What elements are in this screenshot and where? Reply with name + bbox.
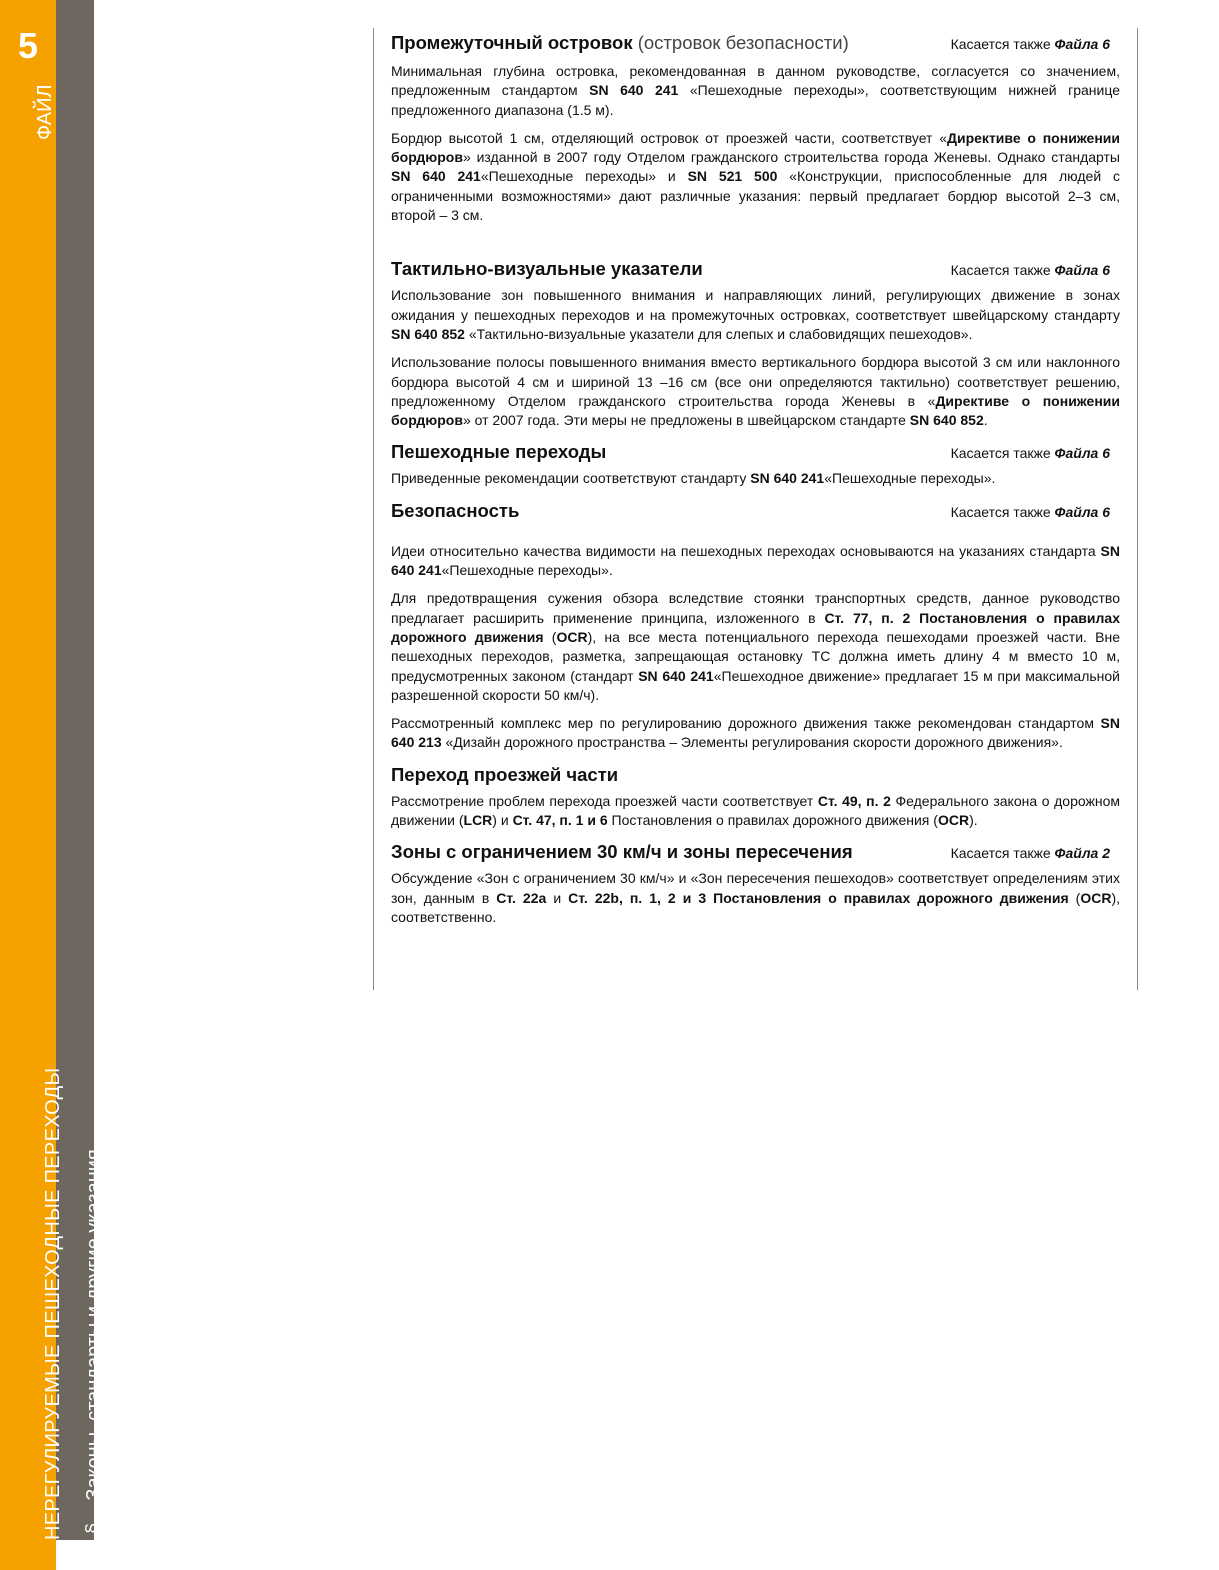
bold-reference: LCR [463,812,493,829]
bold-reference: SN 640 241 [391,542,1120,579]
text-run: «Пешеходные переходы» и [480,168,688,185]
cross-reference [951,36,1110,52]
bold-reference: OCR [556,628,588,645]
chapter-subtitle: § – Законы, стандарты и другие указания [83,1149,105,1534]
content-right-rule [1137,28,1138,990]
text-run: «Пешеходное движение» предлагает 15 м при максимальной разрешенной скорости 50 км/ч). [391,667,1121,703]
paragraph [391,714,1120,753]
text-run: ), на все места потенциального перехода пешеходами проезжей части. Вне пешеходных переходов, разметка, запрещающая остановку ТС должна иметь длину 4 м вместо 10 м, предусмотренных законом (стандарт [391,628,1120,684]
text-run: Обсуждение «Зон с ограничением 30 км/ч» и «Зон пересечения пешеходов» соответствует определениям этих зон, данным в [391,870,1120,906]
section-island [391,30,1120,225]
section-title-text: Промежуточный островок [391,32,633,53]
paragraph [391,129,1120,225]
text-run: » от 2007 года. Эти меры не предложены в швейцарском стандарте [462,412,910,429]
ref-file: Файла 6 [1054,36,1110,52]
text-run: «Пешеходные переходы». [824,470,996,487]
bold-reference: SN 640 852 [391,325,465,342]
section-title [391,30,849,56]
section-header [391,839,1120,865]
bold-reference: Ст. 77, п. 2 Постановления о правилах дорожного движения [391,609,1120,645]
text-run: и [546,889,569,906]
text-run: «Пешеходные переходы». [441,562,613,579]
text-run: Федерального закона о дорожном движении ( [391,792,1120,829]
section-title: Тактильно-визуальные указатели [391,258,703,280]
text-run: Минимальная глубина островка, рекомендованная в данном руководстве, согласуется со значением, предложенным стандартом [391,63,1120,99]
chapter-title: НЕРЕГУЛИРУЕМЫЕ ПЕШЕХОДНЫЕ ПЕРЕХОДЫ [42,1067,64,1540]
bold-reference: SN 640 241 [391,168,481,185]
section-header [391,498,1120,524]
text-run: Приведенные рекомендации соответствуют стандарту [391,470,751,487]
ref-file: Файла 6 [1054,445,1110,462]
file-number: 5 [17,25,39,66]
section-header [391,439,1120,465]
section-safety [391,498,1120,753]
section-header [391,762,1120,788]
text-run: ( [1068,889,1081,906]
paragraph [391,353,1120,430]
bold-reference: SN 640 852 [909,412,984,429]
bold-reference: SN 640 241 [750,470,825,487]
section-tactile [391,256,1120,430]
text-run: ( [543,628,557,645]
text-run: Использование полосы повышенного внимания вместо вертикального бордюра высотой 3 см или наклонного бордюра высотой 4 см и шириной 13 –16 см (все они определяются тактильно) соответствует решению, предложенному Отделом гражданского строительства города Женевы в « [391,354,1120,409]
section-title-paren: (островок безопасности) [637,32,849,53]
ref-file: Файла 6 [1054,262,1110,279]
text-run: «Пешеходные переходы», соответствующим нижней границе предложенного диапазона (1.5 м). [391,82,1120,118]
text-run: ). [969,812,978,829]
bold-reference: SN 640 241 [589,82,679,99]
bold-reference: OCR [937,812,970,829]
bold-reference: SN 521 500 [687,168,778,185]
bold-reference: SN 640 241 [638,667,714,684]
ref-prefix: Касается также [950,845,1051,862]
ref-prefix: Касается также [950,262,1051,279]
paragraph [391,469,1120,488]
text-run: Использование зон повышенного внимания и направляющих линий, регулирующих движение в зонах ожидания у пешеходных переходов и на промежуточных островках, соответствует швейцарскому стандарту [391,287,1120,323]
ref-file: Файла 6 [1054,503,1110,520]
cross-reference [951,262,1110,278]
ref-prefix: Касается также [950,503,1051,520]
text-run: Для предотвращения сужения обзора вследствие стоянки транспортных средств, данное руководство предлагает расширить применение принципа, изложенного в [391,590,1120,626]
text-run: Идеи относительно качества видимости на пешеходных переходах основываются на указаниях стандарта [391,542,1101,559]
ref-prefix: Касается также [950,445,1051,462]
bold-reference: Ст. 49, п. 2 [817,792,891,809]
content-left-rule [373,28,374,990]
bold-reference: OCR [1080,889,1112,906]
text-run: «Тактильно-визуальные указатели для слепых и слабовидящих пешеходов». [464,325,973,342]
cross-reference [951,504,1110,520]
text-run: «Конструкции, приспособленные для людей с ограниченными возможностями» дают различные указания: первый предлагает бордюр высотой 2–3 см, второй – 3 см. [391,168,1120,224]
cross-reference [951,445,1110,461]
paragraph [391,792,1120,831]
bold-reference: Директиве о понижении бордюров [391,392,1120,429]
section-title: Пешеходные переходы [391,441,607,463]
ref-prefix: Касается также [950,36,1051,52]
bold-reference: Директиве о понижении бордюров [391,129,1120,166]
cross-reference [951,845,1110,861]
text-run: «Дизайн дорожного пространства – Элементы регулирования скорости дорожного движения». [441,734,1063,751]
section-title: Переход проезжей части [391,763,619,785]
section-title: Безопасность [391,499,520,521]
section-header [391,256,1120,282]
bold-reference: SN 640 213 [391,715,1120,751]
paragraph [391,286,1120,344]
section-zones [391,839,1120,927]
text-run: Бордюр высотой 1 см, отделяющий островок от проезжей части, соответствует « [391,129,948,146]
paragraph [391,869,1120,927]
paragraph [391,542,1120,581]
file-label: ФАЙЛ [34,84,56,140]
text-run: ), соответственно. [391,889,1121,925]
bold-reference: Ст. 22b, п. 1, 2 и 3 Постановления о правилах дорожного движения [568,889,1069,906]
section-header [391,30,1120,56]
text-run: Постановления о правилах дорожного движения ( [607,812,938,829]
text-run: » изданной в 2007 году Отделом гражданского строительства города Женевы. Однако стандарты [462,149,1120,166]
text-run: Рассмотренный комплекс мер по регулированию дорожного движения также рекомендован стандартом [391,715,1101,732]
main-content [391,30,1120,936]
paragraph [391,62,1120,120]
bold-reference: Ст. 47, п. 1 и 6 [512,812,608,829]
ref-file: Файла 2 [1054,845,1110,862]
paragraph [391,589,1120,705]
text-run: ) и [492,812,513,829]
section-crossings [391,439,1120,488]
text-run: . [983,412,988,429]
section-roadway-crossing [391,762,1120,831]
section-title: Зоны с ограничением 30 км/ч и зоны пересечения [391,841,853,863]
bold-reference: Ст. 22a [496,889,547,906]
text-run: Рассмотрение проблем перехода проезжей части соответствует [391,792,818,809]
